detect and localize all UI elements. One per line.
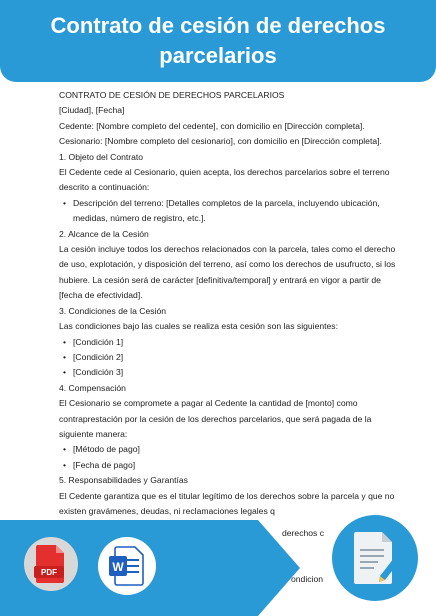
page-title: Contrato de cesión de derechos parcelarios xyxy=(50,13,386,68)
pdf-label: PDF xyxy=(41,568,57,577)
hidden-text-fragment: ondicion xyxy=(291,574,324,584)
section-text: La cesión incluye todos los derechos relacionados con la parcela, tales como el derecho de uso, explotación, y disposición del terreno, así como los derechos de usufructo, si los hubiere. La cesión será de carácter [definitiva/temporal] y entrará en vigor a partir de [fecha de efectividad]. xyxy=(59,244,396,301)
section-title: 1. Objeto del Contrato xyxy=(59,151,144,162)
title-banner xyxy=(0,0,436,82)
doc-heading: CONTRATO DE CESIÓN DE DERECHOS PARCELARIOS xyxy=(59,90,285,100)
pdf-download-button[interactable] xyxy=(24,537,78,591)
bullet-list xyxy=(59,196,404,227)
section-text: El Cesionario se compromete a pagar al Cedente la cantidad de [monto] como contraprestación por la cesión de los derechos parcelarios, que será pagada de la siguiente manera: xyxy=(59,398,372,439)
section-title: 4. Compensación xyxy=(59,382,126,393)
word-icon xyxy=(109,546,145,586)
document-pen-icon xyxy=(350,530,400,586)
doc-cedente: Cedente: [Nombre completo del cedente], con domicilio en [Dirección completa]. xyxy=(59,120,365,131)
section-text: Las condiciones bajo las cuales se realiza esta cesión son las siguientes: xyxy=(59,321,338,332)
list-item: • Descripción del terreno: [Detalles completos de la parcela, incluyendo ubicación, medidas, número de registro, etc.]. xyxy=(73,196,404,227)
document-body xyxy=(59,88,404,519)
list-item: • [Fecha de pago] xyxy=(73,458,404,473)
list-item: • [Condición 3] xyxy=(73,365,404,380)
doc-cesionario: Cesionario: [Nombre completo del cesionario], con domicilio en [Dirección completa]. xyxy=(59,136,382,147)
section-title: 2. Alcance de la Cesión xyxy=(59,228,149,239)
list-item: • [Condición 1] xyxy=(73,335,404,350)
list-item: • [Condición 2] xyxy=(73,350,404,365)
doc-place-date: [Ciudad], [Fecha] xyxy=(59,105,125,116)
word-label: W xyxy=(112,560,124,574)
section-title: 5. Responsabilidades y Garantías xyxy=(59,475,188,486)
bullet-list xyxy=(59,442,404,473)
bullet-list xyxy=(59,335,404,381)
document-preview-button[interactable] xyxy=(332,515,418,601)
section-text: El Cedente cede al Cesionario, quien acepta, los derechos parcelarios sobre el terreno descrito a continuación: xyxy=(59,167,390,193)
section-text: El Cedente garantiza que es el titular legítimo de los derechos sobre la parcela y que no existen gravámenes, deudas, ni reclamaciones legales q xyxy=(59,490,395,516)
word-download-button[interactable] xyxy=(98,537,156,595)
hidden-text-fragment: derechos c xyxy=(282,528,325,538)
section-title: 3. Condiciones de la Cesión xyxy=(59,305,167,316)
list-item: • [Método de pago] xyxy=(73,442,404,457)
pdf-icon xyxy=(34,544,68,584)
